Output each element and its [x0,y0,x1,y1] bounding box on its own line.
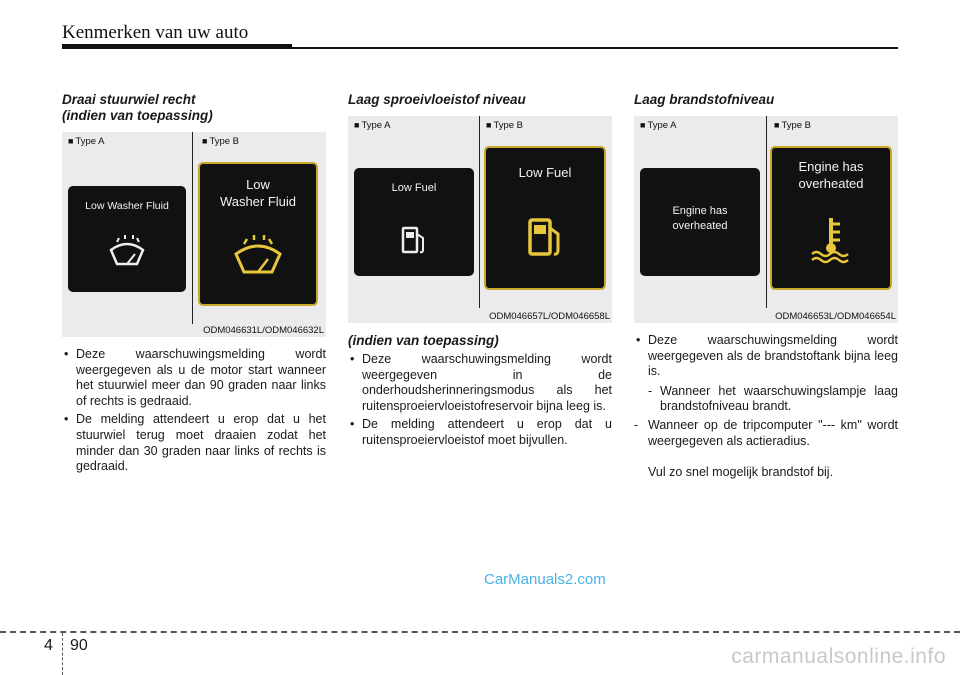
fuel-pump-icon [399,224,429,256]
footer-divider [62,633,63,675]
list-item: • De melding attendeert u erop dat u het stuurwiel terug moet draaien zodat het minder dan 30 graden naar links of rechts is gedraaid. [62,412,326,474]
section-low-fuel [634,92,898,479]
section-title: Laag sproeivloeistof niveau [348,92,526,107]
type-a-label: ■ Type A [640,120,677,131]
figure-code: ODM046631L/ODM046632L [203,325,324,336]
site-watermark: carmanualsonline.info [731,645,946,668]
section-washer-fluid [348,92,612,452]
display-type-a: Low Fuel [354,168,474,276]
warning-illustration [348,116,612,323]
bullet-list [634,333,898,380]
page-number: 90 [70,637,88,654]
watermark-link[interactable]: CarManuals2.com [484,571,606,588]
warning-illustration [62,132,326,337]
bullet-list [62,347,326,475]
coolant-temperature-icon [808,214,854,264]
list-item: • De melding attendeert u erop dat u ruitensproeiervloeistof moet bijvullen. [348,417,612,448]
panel-divider [479,116,480,308]
header-rule-thick [62,44,292,49]
figure-code: ODM046653L/ODM046654L [775,311,896,322]
page-header-title: Kenmerken van uw auto [62,22,249,43]
type-a-label: ■ Type A [68,136,105,147]
bullet-list [348,352,612,449]
header-rule-thin [292,47,898,49]
list-item: • Deze waarschuwingsmelding wordt weergegeven in de onderhoudsherinneringsmodus als het ruitensproeiervloeistofreservoir bijna leeg is. [348,352,612,414]
section-title: Draai stuurwiel recht (indien van toepassing) [62,92,213,123]
display-type-b: Engine has overheated [770,146,892,290]
display-type-b: Low Washer Fluid [198,162,318,306]
type-b-label: ■ Type B [774,120,812,131]
section-steering [62,92,326,478]
display-type-a: Engine has overheated [640,168,760,276]
display-type-a: Low Washer Fluid [68,186,186,292]
figure-code: ODM046657L/ODM046658L [489,311,610,322]
type-a-label: ■ Type A [354,120,391,131]
washer-fluid-icon [105,234,149,270]
type-b-label: ■ Type B [486,120,524,131]
list-item: • Deze waarschuwingsmelding wordt weergegeven als de brandstoftank bijna leeg is. [634,333,898,380]
fuel-pump-icon [524,214,566,260]
type-b-label: ■ Type B [202,136,240,147]
panel-divider [766,116,767,308]
dash-item: - Wanneer het waarschuwingslampje laag brandstofniveau brandt. [648,383,898,414]
washer-fluid-icon [230,234,286,280]
section-title: Laag brandstofniveau [634,92,775,107]
warning-illustration [634,116,898,323]
footer-rule [0,631,960,633]
instruction-text: Vul zo snel mogelijk brandstof bij. [648,465,834,480]
display-type-b: Low Fuel [484,146,606,290]
panel-divider [192,132,193,324]
dash-item: - Wanneer op de tripcomputer "--- km" wordt weergegeven als actieradius. [634,417,898,448]
section-subtitle: (indien van toepassing) [348,333,499,348]
section-number: 4 [44,637,53,654]
list-item: • Deze waarschuwingsmelding wordt weergegeven als u de motor start wanneer het stuurwiel meer dan 90 graden naar links of rechts is gedraaid. [62,347,326,409]
